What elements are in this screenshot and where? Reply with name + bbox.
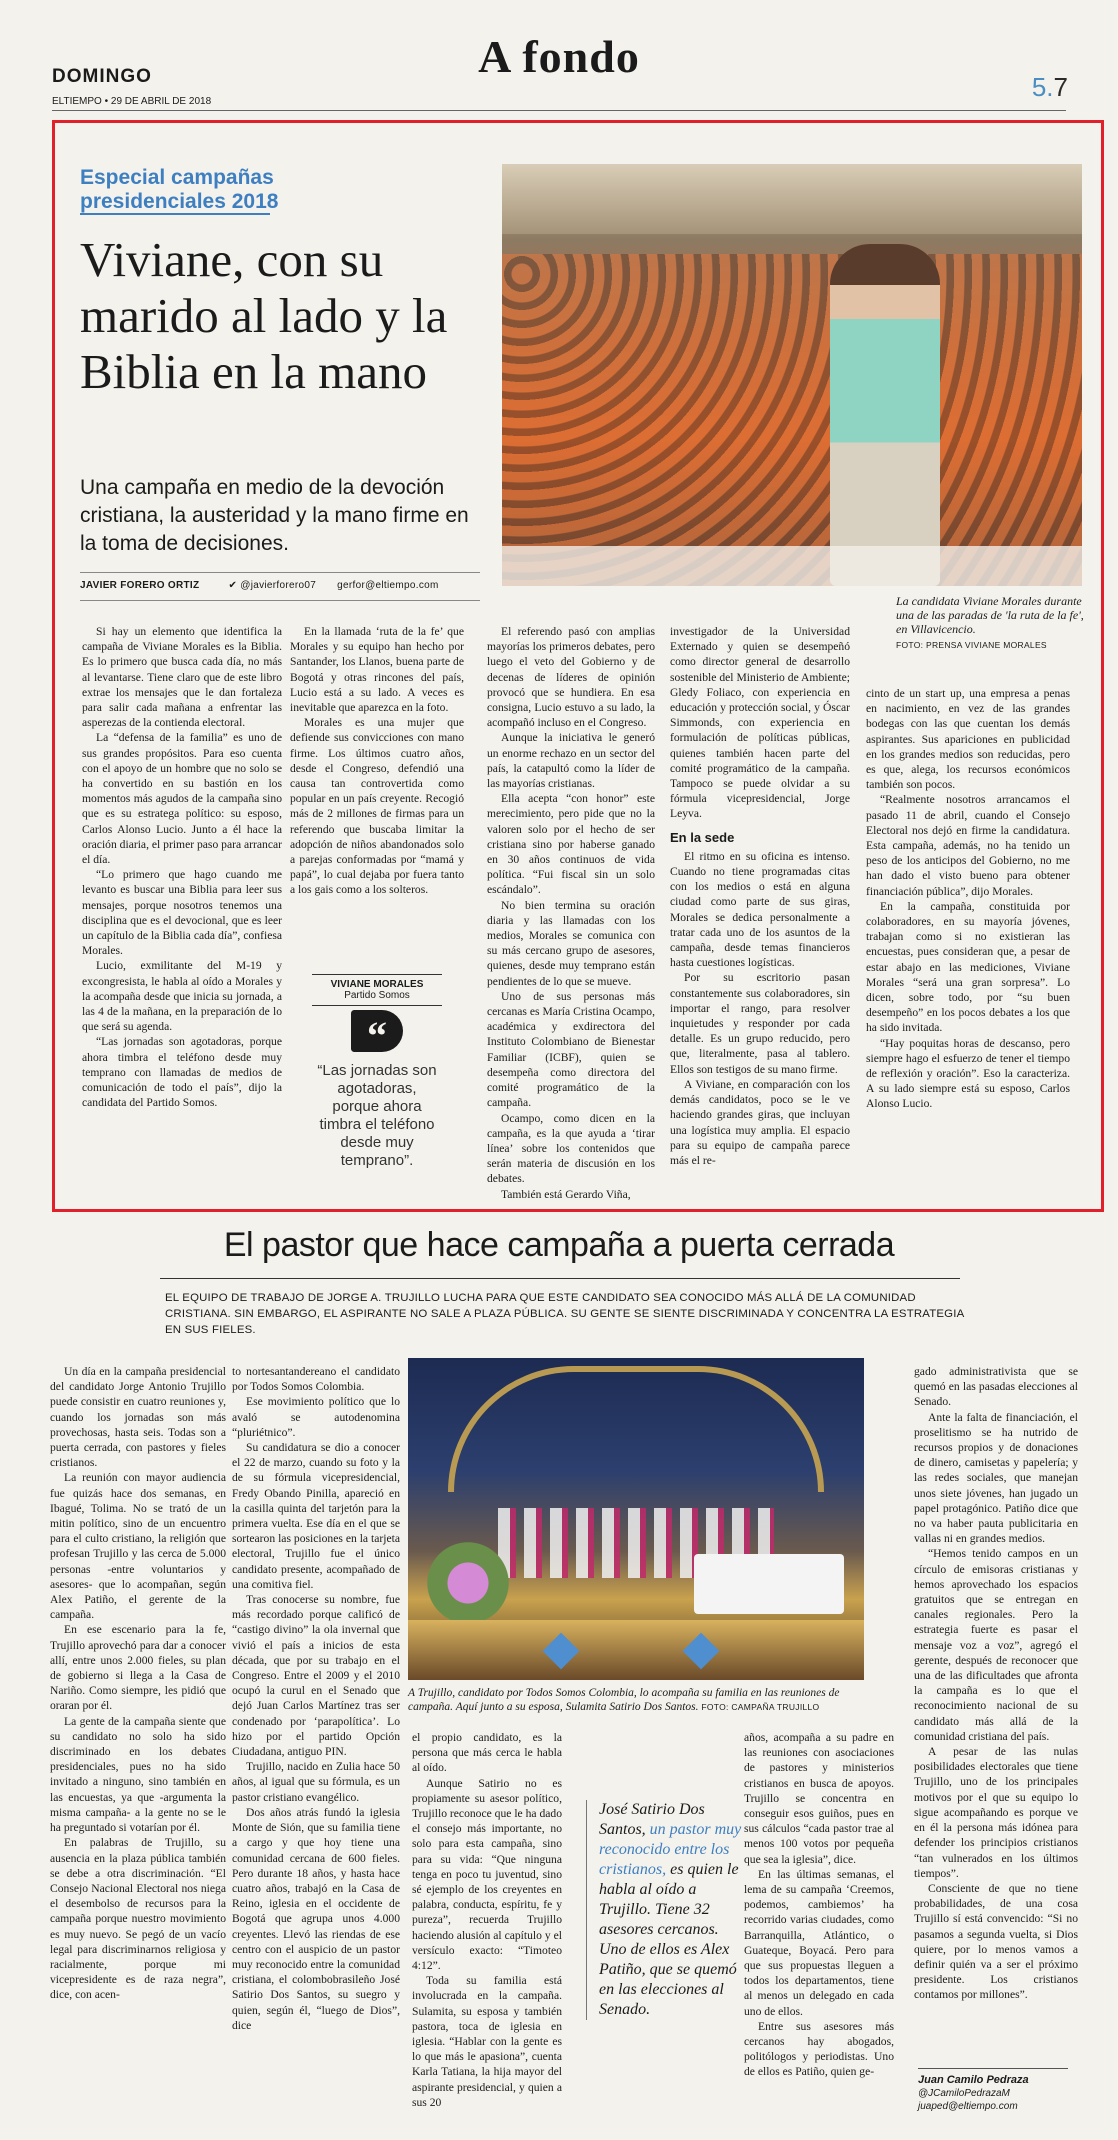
signature-twitter[interactable]: @JCamiloPedrazaM — [918, 2088, 1010, 2099]
paragraph: El ritmo en su oficina es intenso. Cuando no tiene programadas citas con los medios o está en alguna ciudad como parte de sus giras, Morales se dedica personalmente a tratar cada uno de los asuntos de la campaña, desde temas financieros hasta cuestiones logísticas. — [670, 849, 850, 970]
signature-rule — [918, 2068, 1068, 2069]
pull-quote-rule — [312, 1005, 442, 1006]
photo-credit: FOTO: CAMPAÑA TRUJILLO — [701, 1702, 820, 1712]
paragraph: “Las jornadas son agotadoras, porque ahora timbra el teléfono desde muy temprano con llamadas de medios de comunicación de todo el país”, dijo la candidata del Partido Somos. — [82, 1035, 282, 1110]
paragraph: Ocampo, como dicen en la campaña, es la que ayuda a ‘tirar línea’ sobre los contenidos que serán materia de discusión en los debates. — [487, 1111, 655, 1186]
paragraph: Tras conocerse su nombre, fue más recordado porque calificó de “castigo divino” la ola invernal que vivió el país a inicios de esta década, que por su trabajo en el Congreso. Entre el 2009 y el 2010 ocupó la curul en el Senado que dejó Juan Carlos Martínez tras ser condenado por ‘parapolítica’. Lo hizo por el partido Opción Ciudadana, antiguo PIN. — [232, 1593, 400, 1759]
byline-email[interactable]: gerfor@eltiempo.com — [337, 580, 439, 591]
article2-rule — [160, 1278, 960, 1279]
paragraph: En las últimas semanas, el lema de su campaña ‘Creemos, podemos, cambiemos’ ha recorrido varias ciudades, como Barranquilla, Atlántico, o Guateque, Boyacá. Pero para que sus propuestas lleguen a todos los departamentos, tiene al menos un delegado en cada uno de ellos. — [744, 1867, 894, 2018]
article2-deck: EL EQUIPO DE TRABAJO DE JORGE A. TRUJILLO LUCHA PARA QUE ESTE CANDIDATO SEA CONOCIDO MÁS ALLÁ DE LA COMUNIDAD CRISTIANA. SIN EMBARGO, EL ASPIRANTE NO SALE A PLAZA PÚBLICA. SU GENTE SE SIENTE DISCRIMINADA Y CONCENTRA LA ESTRATEGIA EN SUS FIELES. — [165, 1292, 964, 1336]
section-title: A fondo — [478, 31, 640, 82]
article2-column-5 — [914, 1364, 1078, 2003]
signature-name: Juan Camilo Pedraza — [918, 2074, 1029, 2086]
article1-column-1 — [82, 624, 282, 1111]
paragraph: “Realmente nosotros arrancamos el pasado 11 de abril, cuando el Consejo Electoral nos dejó en firme la candidatura. Esta campaña, además, no ha tenido un peso de los anticipos del Gobierno, no me han dado el visto bueno para obtener financiación pública”, dijo Morales. — [866, 793, 1070, 898]
article-headline: Viviane, con su marido al lado y la Biblia en la mano — [80, 232, 448, 399]
article-kicker: Especial campañas presidenciales 2018 — [80, 166, 279, 213]
paragraph: años, acompaña a su padre en las reuniones con asociaciones de pastores y ministerios cristianos en busca de apoyos. Trujillo se concentra en conseguir esos guiños, pues en sus cálculos “cada pastor trae al menos 100 votos por pequeña que sea la iglesia”, dice. — [744, 1731, 894, 1866]
paragraph: A Viviane, en comparación con los demás candidatos, poco se le ve haciendo grandes giras, que incluyan una logística muy amplia. El espacio para su equipo de campaña parece más el re- — [670, 1077, 850, 1167]
pull-quote-text: José Satirio Dos Santos, — [599, 1801, 705, 1838]
paragraph: investigador de la Universidad Externado y quien se desempeñó como director general de desarrollo sostenible del Ministerio de Ambiente; Gledy Foliaco, con experiencia en educación y protección social, y Óscar Simmonds, con experiencia en formulación de políticas públicas, quienes también hacen parte del comité programático de la campaña. Tampoco se puede olvidar a su fórmula vicepresidencial, Jorge Leyva. — [670, 625, 850, 821]
byline — [80, 580, 439, 591]
paragraph: En la campaña, constituida por colaboradores, en su mayoría jóvenes, trabajan como si no existieran las encuestas, pues consideran que, a pesar de estar abajo en las mediciones, Viviane Morales “será una gran sorpresa”. Lo dicen, sobre todo, por “su buen desempeño” en los pocos debates a los que ha sido invitada. — [866, 899, 1070, 1035]
byline-twitter[interactable]: ✔ @javierforero07 — [228, 580, 317, 591]
paragraph: Aunque Satirio no es propiamente su asesor político, Trujillo reconoce que le ha dado el consejo más importante, no solo para esta campaña, sino para su vida: “Que ninguna tenga en poco tu juventud, sino sé ejemplo de los creyentes en palabra, conducta, espíritu, fe y pureza”, recuerda Trujillo haciendo alusión al capítulo y el versículo exacto: “Timoteo 4:12”. — [412, 1776, 562, 1973]
article1-column-3 — [487, 624, 655, 1202]
photo-flowers — [418, 1538, 518, 1628]
paragraph: El referendo pasó con amplias mayorías los primeros debates, pero luego el veto del Gobierno y de decenas de líderes de opinión provocó que se hundiera. En esa consigna, Lucio estuvo a su lado, la acompañó incluso en el Congreso. — [487, 625, 655, 730]
paragraph: En la llamada ‘ruta de la fe’ que Morales y su equipo han hecho por Santander, los Llanos, buena parte de Bogotá y otras rincones del país, Lucio está a su lado. A veces es inevitable que aparezca en la foto. — [290, 625, 464, 715]
article2-column-3 — [412, 1730, 562, 2110]
paragraph: Ella acepta “con honor” este merecimiento, pero pide que no la valoren solo por el hecho de ser cristiana sino por haberse ganado en 30 años continuos de vida política. “Fui fiscal sin un solo escándalo”. — [487, 792, 655, 897]
paragraph: “Hay poquitas horas de descanso, pero siempre hago el esfuerzo de tener el tiempo de reflexión y oración”. Eso la caracteriza. A su lado siempre está su esposo, Carlos Alonso Lucio. — [866, 1036, 1070, 1111]
pull-quote-party: Partido Somos — [344, 990, 410, 1001]
article2-photo-caption — [408, 1686, 864, 1714]
paragraph: Morales es una mujer que defiende sus convicciones con mano firme. Los últimos cuatro años, desde el Congreso, defendió una causa tan controvertida como popular en un país creyente. Recogió más de 2 millones de firmas para un referendo que buscaba limitar la adopción de niños abandonados solo a parejas conformadas por “mamá y papá”, lo cual dejaba por fuera tanto a los gais como a los solteros. — [290, 716, 464, 897]
pull-quote-text: es quien le habla al oído a Trujillo. Tiene 32 asesores cercanos. Uno de ellos es Alex Patiño, que se quemó en las elecciones al Senado. — [599, 1861, 739, 2018]
pull-quote-name: VIVIANE MORALES — [330, 979, 424, 990]
byline-author: JAVIER FORERO ORTIZ — [80, 580, 200, 591]
issue-date: ELTIEMPO • 29 DE ABRIL DE 2018 — [52, 96, 212, 107]
paragraph: Dos años atrás fundó la iglesia Monte de Sión, que su familia tiene a cargo y que hoy tiene una comunidad cercana de 600 fieles. Pero durante 18 años, y hasta hace cuatro años, trabajó en la Casa de Reino, iglesia en el occidente de Bogotá que agrupa unos 4.000 creyentes. Llevó las riendas de ese centro con el auspicio de un pastor muy reconocido entre la comunidad cristiana, el colombobrasileño José Satirio Dos Santos, su suegro y quien, según él, “luego de Dios”, dice — [232, 1805, 400, 2032]
article2-column-4 — [744, 1730, 894, 2080]
paragraph: gado administrativista que se quemó en las pasadas elecciones al Senado. — [914, 1365, 1078, 1409]
photo-caption — [896, 594, 1086, 652]
photo-stage — [408, 1620, 864, 1680]
paragraph: La gente de la campaña siente que su candidato no solo ha sido discriminado en los debates presidenciales, pues no ha sido invitado a ninguno, sino también en las encuestas, ya que -argumenta la misma campaña- a la gente no se le ha preguntado si votarían por él. — [50, 1714, 226, 1835]
paragraph: En ese escenario para la fe, Trujillo aprovechó para dar a conocer allí, entre unos 2.000 fieles, su plan de gobierno si llega a la Casa de Nariño. Como siempre, les pidió que oraran por él. — [50, 1623, 226, 1713]
quote-mark-icon: “ — [351, 1010, 403, 1052]
article2-photo — [408, 1358, 864, 1680]
signature-email[interactable]: juaped@eltiempo.com — [918, 2101, 1018, 2112]
author-signature — [918, 2074, 1088, 2113]
paragraph: to nortesantandereano el candidato por Todos Somos Colombia. — [232, 1365, 400, 1394]
pull-quote — [312, 974, 442, 1170]
subheading: En la sede — [670, 829, 735, 845]
article2-column-2 — [232, 1364, 400, 2033]
paragraph: Por su escritorio pasan constantemente sus colaboradores, sin importar el rango, para resolver inquietudes y responder por cada detalle. Es un grupo reducido, pero que, literalmente, pasa al tablero. Ellos son testigos de su mano firme. — [670, 971, 850, 1076]
paragraph: A pesar de las nulas posibilidades electorales que tiene Trujillo, uno de los principales motivos por el que su equipo lo sigue acompañando es porque ve en él la persona más idónea para defender los principios cristianos “tan vulnerados en los últimos tiempos”. — [914, 1745, 1078, 1880]
paragraph: La reunión con mayor audiencia fue quizás hace dos semanas, en Ibagué, Tolima. No se trató de un mitin político, sino de un encuentro para el culto cristiano, la religión que profesan Trujillo y las cerca de 5.000 personas -entre voluntarios y asesores- que lo acompañan, según Alex Patiño, el gerente de la campaña. — [50, 1471, 226, 1622]
photo-backdrop — [502, 164, 1082, 234]
paragraph: También está Gerardo Viña, — [501, 1187, 631, 1201]
byline-rule-bottom — [80, 600, 480, 601]
header-rule — [52, 110, 1066, 111]
paragraph: “Hemos tenido campos en un círculo de emisoras cristianas y hemos aprovechado los espacios gratuitos que se entregan en canales regionales. Pero la estrategia fuerte es pasar el mensaje voz a voz”, agregó el gerente, después de reconocer que una de las dificultades que afronta la campaña es lo que el reconocimiento nacional de su candidato más allá de la comunidad cristiana del país. — [914, 1547, 1078, 1743]
paragraph: Ante la falta de financiación, el proselitismo se ha nutrido de recursos propios y de donaciones de dinero, camisetas y papelería; y las redes sociales, que manejan unos siete jóvenes, han jugado un papel protagónico. Patiño dice que no va haber pauta publicitaria en vallas ni en grandes medios. — [914, 1410, 1078, 1546]
pull-quote-highlight: un pastor muy reconocido entre los cristianos, — [599, 1821, 742, 1878]
photo-caption-text: A Trujillo, candidato por Todos Somos Colombia, lo acompaña su familia en las reuniones de campaña. Aquí junto a su esposa, Sulamita Satirio Dos Santos. — [408, 1687, 840, 1713]
article-standfirst: Una campaña en medio de la devoción cristiana, la austeridad y la mano firme en la toma de decisiones. — [80, 476, 469, 555]
article2-column-1 — [50, 1364, 226, 2003]
paragraph: cinto de un start up, una empresa a penas en nacimiento, en vez de las grandes bodegas con las que cuentan los demás aspirantes. Sus apariciones en publicidad en los grandes medios son reducidas, pero es que, alega, los recursos económicos también son pocos. — [866, 687, 1070, 792]
paragraph: el propio candidato, es la persona que más cerca le habla al oído. — [412, 1731, 562, 1775]
paragraph: En palabras de Trujillo, su ausencia en la plaza pública también se debe a otra discriminación. “El Consejo Nacional Electoral nos niega el desembolso de recursos para la campaña porque nuestro movimiento es muy nuevo. Se pegó de un vacío legal para discriminarnos religiosa y racialmente, porque mi vicepresidente es de raza negra”, dice, con acen- — [50, 1836, 226, 2002]
paragraph: Aunque la iniciativa le generó un enorme rechazo en un sector del país, la catapultó como la líder de las mayorías cristianas. — [487, 731, 655, 791]
paragraph: Trujillo, nacido en Zulia hace 50 años, al igual que su fórmula, es un pastor cristiano evangélico. — [232, 1760, 400, 1804]
paragraph: Toda su familia está involucrada en la campaña. Sulamita, su esposa y también pastora, toca de iglesia en iglesia. “Hablar con la gente es lo que más le apasiona”, cuenta Karla Tatiana, la hija mayor del aspirante presidencial, y quien a sus 20 — [412, 1974, 562, 2109]
page-number — [1032, 72, 1068, 103]
paragraph: Si hay un elemento que identifica la campaña de Viviane Morales es la Biblia. Es lo primero que busca cada día, no más al levantarse. Tiene claro que de este libro extrae los mensajes que le dan fortaleza para salir cada mañana a enfrentar las asperezas de la contienda electoral. — [82, 625, 282, 730]
article2-pull-quote — [586, 1800, 747, 2020]
photo-banner — [502, 546, 1082, 586]
article2-headline: El pastor que hace campaña a puerta cerrada — [223, 1226, 895, 1264]
paragraph: Lucio, exmilitante del M-19 y excongresista, le habla al oído a Morales y la acompaña desde que inicia su jornada, a las 4 de la mañana, en la preparación de lo que será su agenda. — [82, 959, 282, 1034]
article1-column-2 — [290, 624, 464, 898]
paragraph: Entre sus asesores más cercanos hay abogados, politólogos y periodistas. Uno de ellos es Patiño, quien ge- — [744, 2019, 894, 2079]
article1-column-5 — [866, 686, 1070, 1112]
paragraph: Ese movimiento político que lo avaló se autodenomina “pluriétnico”. — [232, 1395, 400, 1439]
photo-candidate-figure — [830, 244, 940, 586]
article1-column-4 — [670, 624, 850, 1168]
article-photo — [502, 164, 1082, 586]
photo-crowd — [502, 254, 1082, 586]
paragraph: Su candidatura se dio a conocer el 22 de marzo, cuando su foto y la de su fórmula vicepresidencial, Fredy Obando Pinilla, apareció en la casilla quinta del tarjetón para la primera vuelta. Ese día en el que se sortearon las posiciones en la tarjeta electoral, Trujillo fue el único candidato presente, acompañado de una comitiva fiel. — [232, 1441, 400, 1591]
paragraph: No bien termina su oración diaria y las llamadas con los medios, Morales se comunica con su más cercano grupo de asesores, quienes, desde muy temprano están pendientes de lo que se mueve. — [487, 898, 655, 988]
byline-rule — [80, 572, 480, 573]
page-number-sub: 7 — [1053, 72, 1068, 102]
pull-quote-rule — [312, 974, 442, 975]
paragraph: “Lo primero que hago cuando me levanto es buscar una Biblia para leer sus mensajes, porque nosotros tenemos una disciplina que es el devocional, que es leer un capítulo de la Biblia cada día”, confiesa Morales. — [82, 868, 282, 958]
photo-caption-text: La candidata Viviane Morales durante una de las paradas de 'la ruta de la fe', en Villavicencio. — [896, 594, 1084, 636]
issue-day: DOMINGO — [52, 66, 152, 87]
photo-credit: FOTO: PRENSA VIVIANE MORALES — [896, 640, 1047, 650]
paragraph: Un día en la campaña presidencial del candidato Jorge Antonio Trujillo puede consistir en cuatro reuniones y, cuando los jornadas son más provechosas, hasta seis. Todas son a puerta cerrada, con pastores y fieles cristianos. — [50, 1365, 226, 1470]
photo-table — [694, 1554, 844, 1614]
paragraph: Consciente de que no tiene probabilidades, de una cosa Trujillo sí está convencido: “Si no pasamos a segunda vuelta, si Dios quiere, por lo menos vamos a definir quién va a ser el próximo presidente. Los cristianos contamos por millones”. — [914, 1881, 1078, 2002]
page-number-main: 5. — [1031, 72, 1054, 102]
paragraph: La “defensa de la familia” es uno de sus grandes propósitos. Para eso cuenta con el apoyo de un hombre que no solo se ha convertido en su bastión en los momentos más agudos de la campaña sino que es su estratega político: su esposo, Carlos Alonso Lucio. Junto a él hace la oración diaria, el primer paso para arrancar el día. — [82, 731, 282, 867]
kicker-underline — [80, 213, 270, 215]
photo-arch — [448, 1366, 824, 1492]
paragraph: Uno de sus personas más cercanas es María Cristina Ocampo, académica y exdirectora del Instituto Colombiano de Bienestar Familiar (ICBF), quien se desempeña como directora del comité programático de la campaña. — [487, 989, 655, 1110]
pull-quote-text: “Las jornadas son agotadoras, porque ahora timbra el teléfono desde muy temprano”. — [317, 1062, 437, 1169]
